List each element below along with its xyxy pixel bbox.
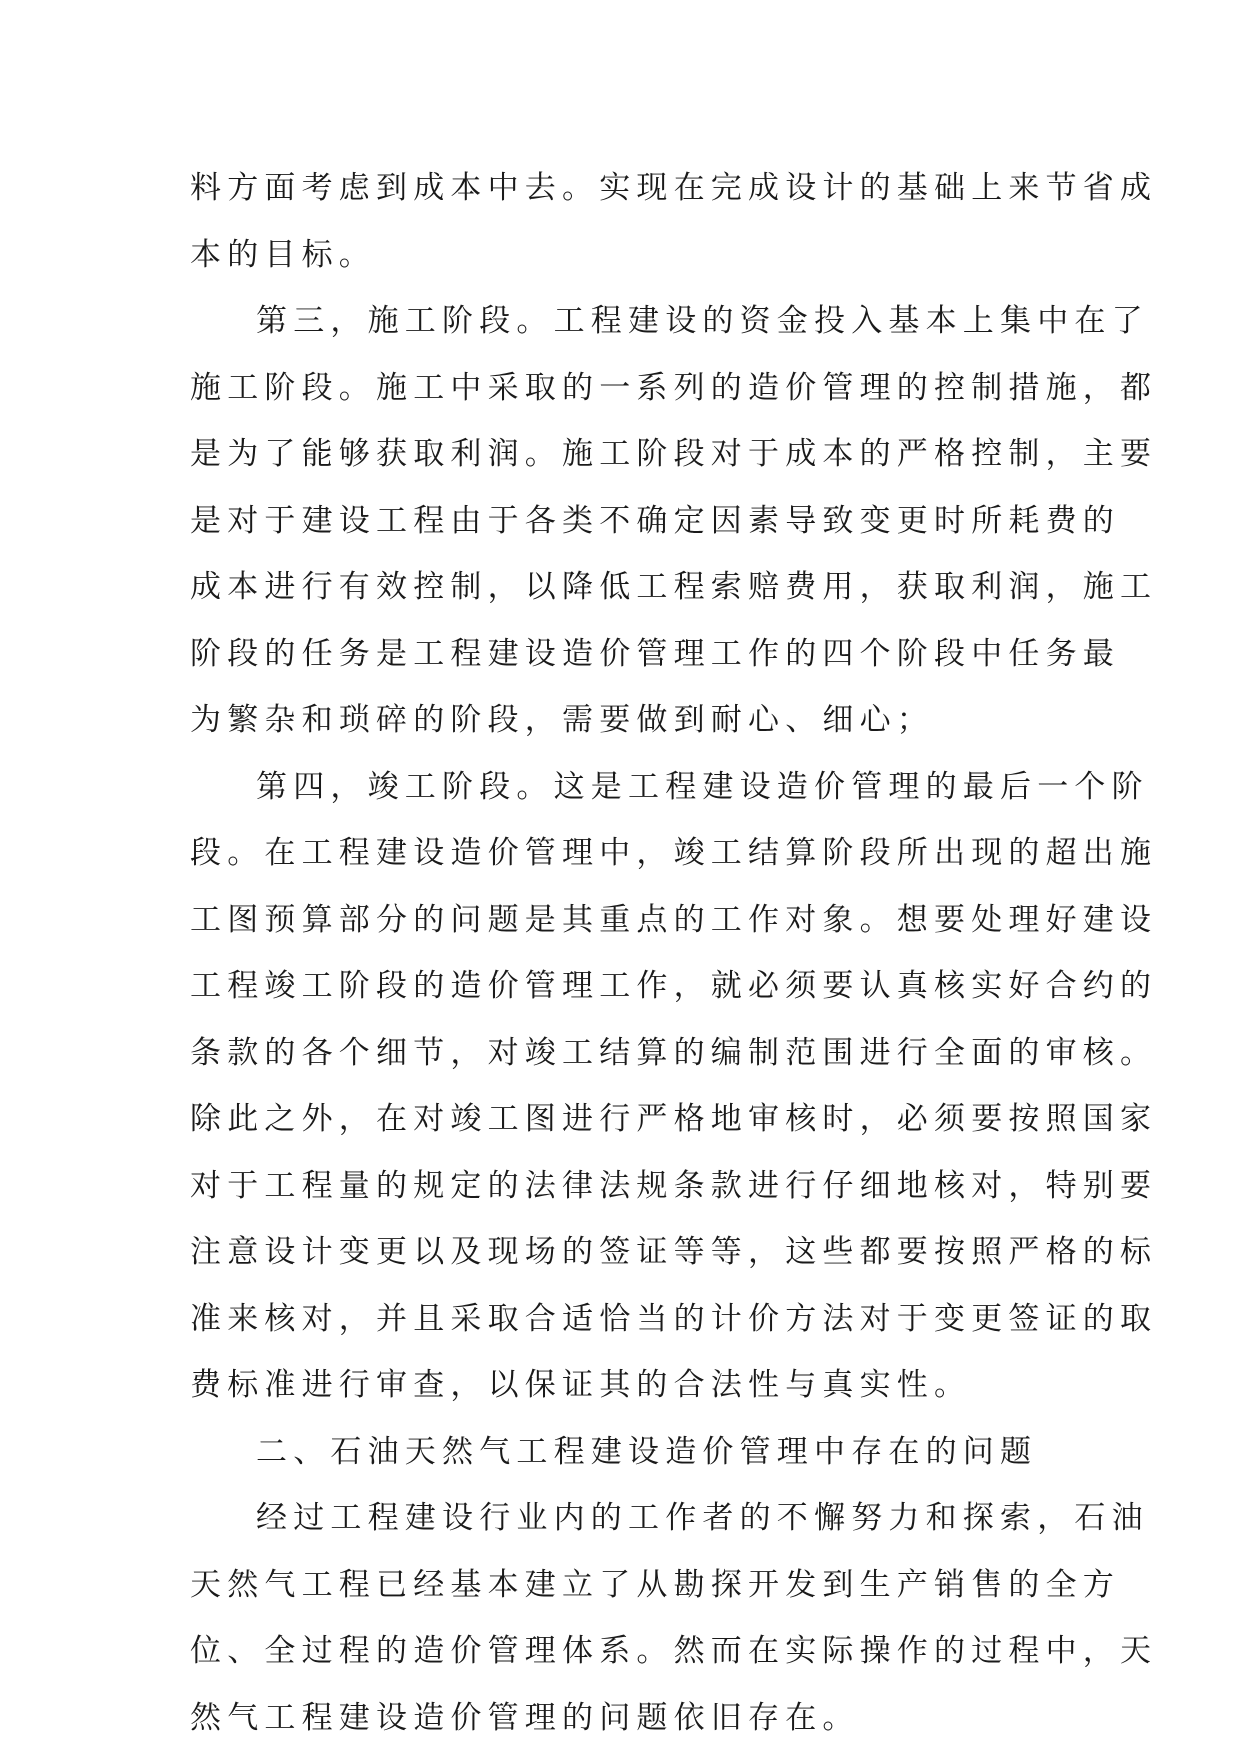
text-line: 阶段的任务是工程建设造价管理工作的四个阶段中任务最 <box>190 635 1120 672</box>
text-line: 准来核对，并且采取合适恰当的计价方法对于变更签证的取 <box>190 1300 1158 1337</box>
text-line: 本的目标。 <box>190 236 376 273</box>
text-line: 成本进行有效控制，以降低工程索赔费用，获取利润，施工 <box>190 569 1158 605</box>
text-line: 除此之外，在对竣工图进行严格地审核时，必须要按照国家 <box>190 1101 1158 1137</box>
text-line: 施工阶段。施工中采取的一系列的造价管理的控制措施，都 <box>190 369 1158 406</box>
text-line: 位、全过程的造价管理体系。然而在实际操作的过程中，天 <box>190 1633 1158 1669</box>
text-line: 对于工程量的规定的法律法规条款进行仔细地核对，特别要 <box>190 1167 1158 1204</box>
text-line: 工图预算部分的问题是其重点的工作对象。想要处理好建设 <box>190 901 1158 938</box>
body-text <box>190 155 1158 1751</box>
text-line: 是对于建设工程由于各类不确定因素导致变更时所耗费的 <box>190 502 1120 539</box>
text-line: 为繁杂和琐碎的阶段，需要做到耐心、细心； <box>190 702 934 738</box>
text-line: 条款的各个细节，对竣工结算的编制范围进行全面的审核。 <box>190 1034 1158 1071</box>
text-line: 然气工程建设造价管理的问题依旧存在。 <box>190 1699 860 1736</box>
text-line: 段。在工程建设造价管理中，竣工结算阶段所出现的超出施 <box>190 835 1158 871</box>
text-line: 料方面考虑到成本中去。实现在完成设计的基础上来节省成 <box>190 170 1158 206</box>
text-line: 费标准进行审查，以保证其的合法性与真实性。 <box>190 1367 972 1403</box>
text-line: 经过工程建设行业内的工作者的不懈努力和探索，石油 <box>256 1500 1149 1536</box>
text-line: 二、石油天然气工程建设造价管理中存在的问题 <box>256 1433 1038 1470</box>
text-line: 是为了能够获取利润。施工阶段对于成本的严格控制，主要 <box>190 436 1158 472</box>
text-line: 工程竣工阶段的造价管理工作，就必须要认真核实好合约的 <box>190 968 1158 1004</box>
text-line: 天然气工程已经基本建立了从勘探开发到生产销售的全方 <box>190 1566 1120 1603</box>
text-line: 注意设计变更以及现场的签证等等，这些都要按照严格的标 <box>190 1234 1158 1270</box>
text-line: 第三，施工阶段。工程建设的资金投入基本上集中在了 <box>256 303 1149 339</box>
text-line: 第四，竣工阶段。这是工程建设造价管理的最后一个阶 <box>256 768 1149 805</box>
